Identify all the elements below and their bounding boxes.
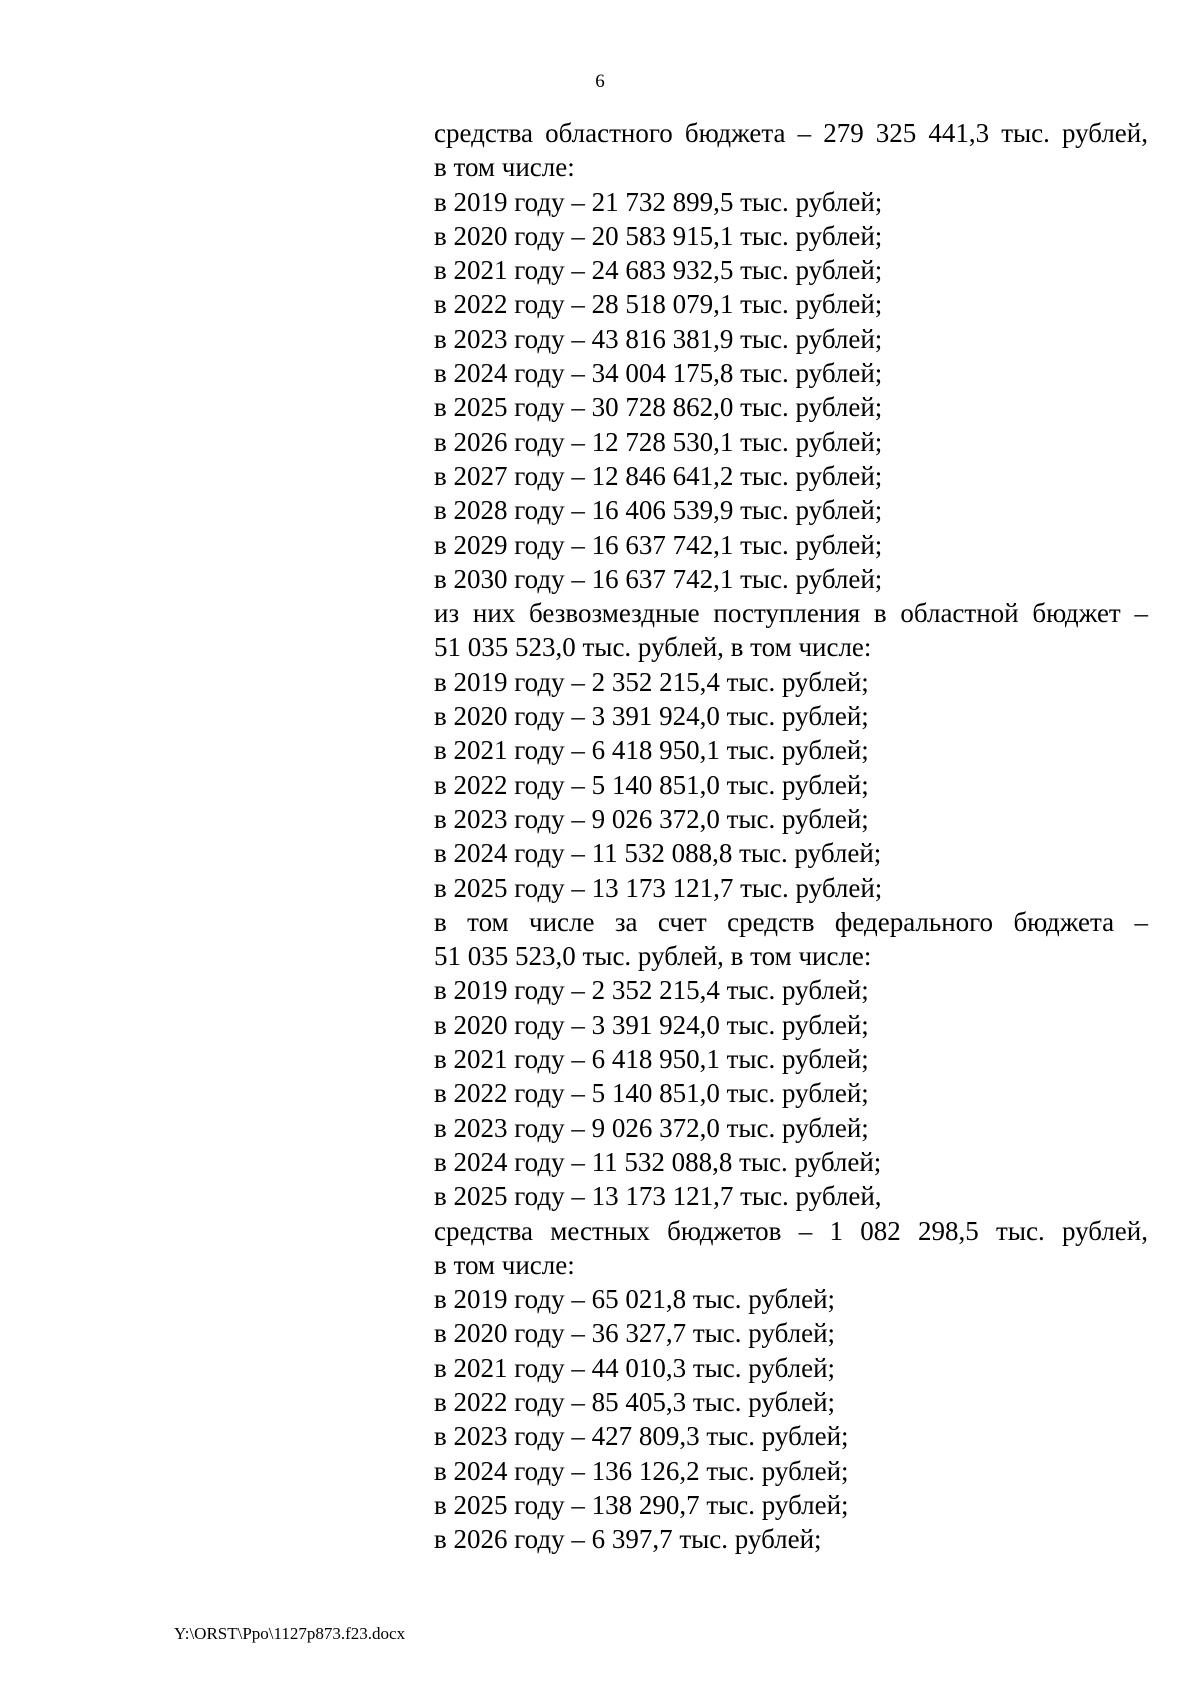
text-line: в 2019 году – 2 352 215,4 тыс. рублей;: [434, 666, 869, 697]
text-line: в 2019 году – 21 732 899,5 тыс. рублей;: [434, 186, 883, 217]
text-line: в 2025 году – 13 173 121,7 тыс. рублей,: [434, 1181, 882, 1212]
text-line: в 2023 году – 427 809,3 тыс. рублей;: [434, 1421, 849, 1452]
text-line: в 2022 году – 5 140 851,0 тыс. рублей;: [434, 1078, 869, 1109]
document-body: [434, 116, 1148, 1556]
text-line: в 2021 году – 44 010,3 тыс. рублей;: [434, 1352, 836, 1383]
text-line: в 2025 году – 30 728 862,0 тыс. рублей;: [434, 392, 883, 423]
text-line: в 2027 году – 12 846 641,2 тыс. рублей;: [434, 460, 883, 491]
text-line: в 2030 году – 16 637 742,1 тыс. рублей;: [434, 563, 883, 594]
footer-file-path: Y:\ORST\Ppo\1127p873.f23.docx: [174, 1624, 406, 1643]
text-line: в 2020 году – 3 391 924,0 тыс. рублей;: [434, 1009, 869, 1040]
text-line: в 2019 году – 2 352 215,4 тыс. рублей;: [434, 975, 869, 1006]
text-line: в 2021 году – 6 418 950,1 тыс. рублей;: [434, 1044, 869, 1075]
text-line: в 2028 году – 16 406 539,9 тыс. рублей;: [434, 495, 883, 526]
text-line: в 2020 году – 20 583 915,1 тыс. рублей;: [434, 220, 883, 251]
text-line: в 2024 году – 34 004 175,8 тыс. рублей;: [434, 358, 883, 389]
text-line: в том числе за счет средств федерального бюджета –: [434, 906, 1148, 937]
text-line: в 2023 году – 43 816 381,9 тыс. рублей;: [434, 323, 883, 354]
text-line: в 2025 году – 13 173 121,7 тыс. рублей;: [434, 872, 883, 903]
text-line: 51 035 523,0 тыс. рублей, в том числе:: [434, 941, 872, 972]
text-line: в 2019 году – 65 021,8 тыс. рублей;: [434, 1284, 836, 1315]
text-line: в том числе:: [434, 1249, 575, 1280]
text-line: в 2023 году – 9 026 372,0 тыс. рублей;: [434, 1112, 869, 1143]
text-line: в 2022 году – 5 140 851,0 тыс. рублей;: [434, 769, 869, 800]
text-line: в 2026 году – 6 397,7 тыс. рублей;: [434, 1524, 822, 1555]
text-line: в 2024 году – 136 126,2 тыс. рублей;: [434, 1455, 849, 1486]
text-line: в 2029 году – 16 637 742,1 тыс. рублей;: [434, 529, 883, 560]
text-line: в 2020 году – 3 391 924,0 тыс. рублей;: [434, 701, 869, 732]
text-line: 51 035 523,0 тыс. рублей, в том числе:: [434, 632, 872, 663]
text-line: в 2024 году – 11 532 088,8 тыс. рублей;: [434, 838, 882, 869]
page-number: 6: [595, 71, 605, 92]
text-line: в 2022 году – 28 518 079,1 тыс. рублей;: [434, 289, 883, 320]
text-line: в том числе:: [434, 152, 575, 183]
text-line: в 2023 году – 9 026 372,0 тыс. рублей;: [434, 803, 869, 834]
text-line: средства местных бюджетов – 1 082 298,5 тыс. рублей,: [434, 1215, 1148, 1246]
text-line: из них безвозмездные поступления в областной бюджет –: [434, 598, 1148, 629]
text-line: в 2021 году – 6 418 950,1 тыс. рублей;: [434, 735, 869, 766]
text-line: в 2021 году – 24 683 932,5 тыс. рублей;: [434, 255, 883, 286]
text-line: в 2020 году – 36 327,7 тыс. рублей;: [434, 1318, 836, 1349]
text-line: средства областного бюджета – 279 325 441,3 тыс. рублей,: [434, 118, 1148, 148]
text-line: в 2022 году – 85 405,3 тыс. рублей;: [434, 1386, 836, 1417]
text-line: в 2024 году – 11 532 088,8 тыс. рублей;: [434, 1146, 882, 1177]
text-line: в 2026 году – 12 728 530,1 тыс. рублей;: [434, 426, 883, 457]
text-line: в 2025 году – 138 290,7 тыс. рублей;: [434, 1489, 849, 1520]
